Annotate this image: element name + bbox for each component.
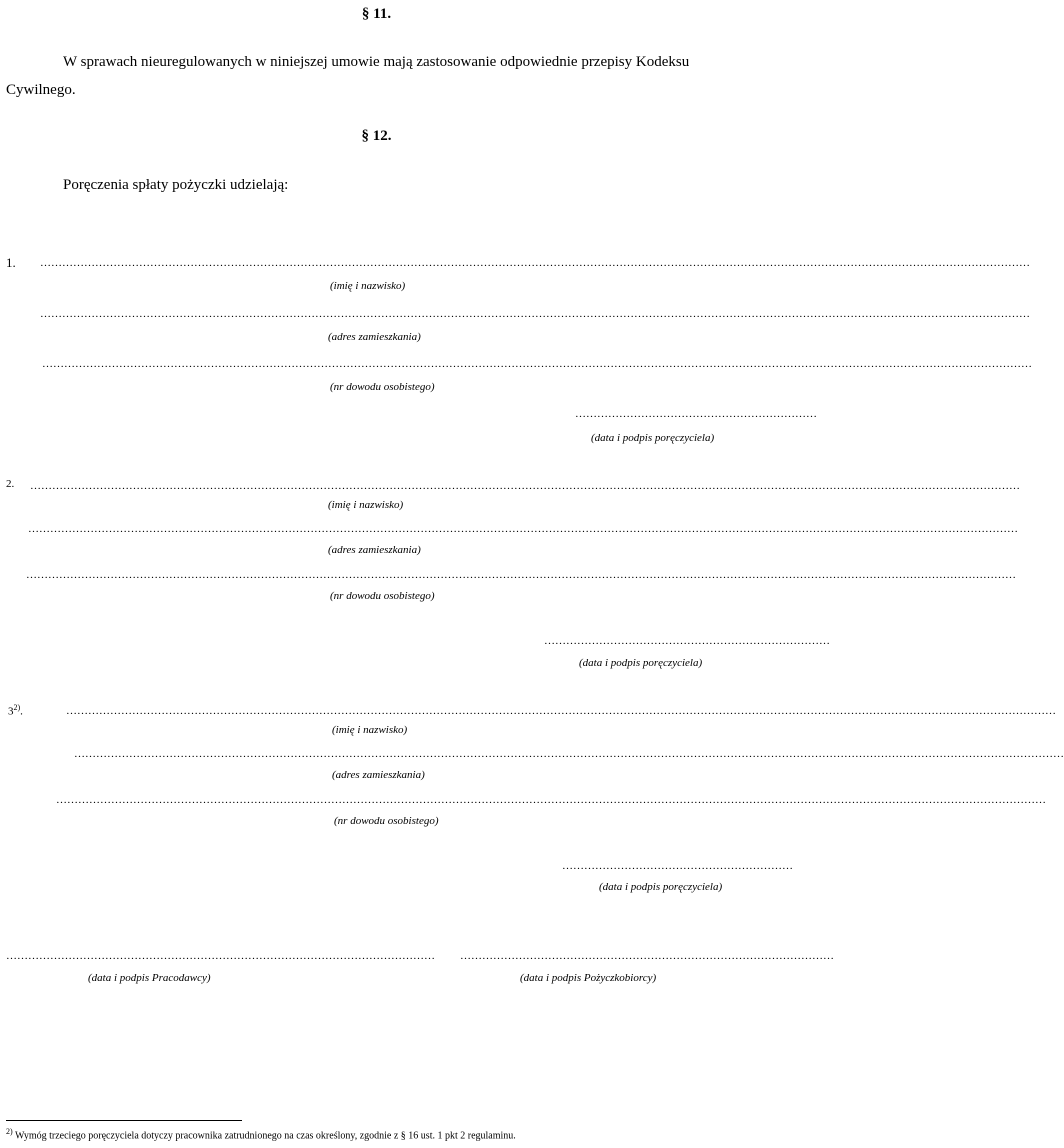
footnote-separator xyxy=(6,1120,242,1121)
section-11-text-line2: Cywilnego. xyxy=(6,82,76,98)
guarantor-3-id-line: ……………………………………………………………………………………………………………………………………………………………………………………………………………………………………………… xyxy=(56,794,1046,806)
guarantor-2-name-label: (imię i nazwisko) xyxy=(328,499,404,511)
footnote-text: Wymóg trzeciego poręczyciela dotyczy pracownika zatrudnionego na czas określony, zgodnie z § 16 ust. 1 pkt 2 regulaminu. xyxy=(15,1130,516,1142)
borrower-signature-line: ………………………………………………………………………………………… xyxy=(460,950,834,962)
borrower-signature-label: (data i podpis Pożyczkobiorcy) xyxy=(520,972,657,984)
guarantor-3-address-label: (adres zamieszkania) xyxy=(332,769,425,781)
guarantor-3-number: 3$^{2)}$. xyxy=(8,703,23,718)
guarantor-2-id-line: ……………………………………………………………………………………………………………………………………………………………………………………………………………………………………………… xyxy=(26,569,1016,581)
guarantor-2-signature-line: …………………………………………………………………… xyxy=(544,635,830,647)
guarantor-1-number: 1. xyxy=(6,255,16,270)
employer-signature-label: (data i podpis Pracodawcy) xyxy=(88,972,211,984)
guarantor-3-name-line: ……………………………………………………………………………………………………………………………………………………………………………………………………………………………………………… xyxy=(66,705,1056,717)
guarantor-3-signature-label: (data i podpis poręczyciela) xyxy=(599,881,723,893)
guarantor-2-name-line: ……………………………………………………………………………………………………………………………………………………………………………………………………………………………………………… xyxy=(30,480,1020,492)
guarantor-3-footnote-ref: 2) xyxy=(13,703,21,712)
guarantor-1-id-label: (nr dowodu osobistego) xyxy=(330,381,435,393)
guarantor-1-signature-line: ………………………………………………………… xyxy=(575,408,817,420)
guarantor-3-address-line: ……………………………………………………………………………………………………………………………………………………………………………………………………………………………………………… xyxy=(74,748,1064,760)
guarantor-3-name-label: (imię i nazwisko) xyxy=(332,724,408,736)
guarantor-3-signature-line: ……………………………………………………… xyxy=(562,860,793,872)
guarantor-1-name-label: (imię i nazwisko) xyxy=(330,280,406,292)
guarantor-2-number: 2. xyxy=(6,478,15,490)
guarantor-3-id-label: (nr dowodu osobistego) xyxy=(334,815,439,827)
guarantor-2-id-label: (nr dowodu osobistego) xyxy=(330,590,435,602)
guarantor-1-name-line: ……………………………………………………………………………………………………………………………………………………………………………………………………………………………………………… xyxy=(40,257,1030,269)
guarantor-2-signature-label: (data i podpis poręczyciela) xyxy=(579,657,703,669)
guarantor-1-address-line: ……………………………………………………………………………………………………………………………………………………………………………………………………………………………………………… xyxy=(40,308,1030,320)
section-11-heading: § 11. xyxy=(361,6,392,22)
footnote-marker: 2) xyxy=(6,1127,13,1136)
guarantor-1-address-label: (adres zamieszkania) xyxy=(328,331,421,343)
footnote xyxy=(6,1127,516,1141)
guarantor-2-address-label: (adres zamieszkania) xyxy=(328,544,421,556)
guarantor-1-signature-label: (data i podpis poręczyciela) xyxy=(591,432,715,444)
section-11-text-line1: W sprawach nieuregulowanych w niniejszej umowie mają zastosowanie odpowiednie przepisy Kodeksu xyxy=(63,54,690,70)
employer-signature-line: ……………………………………………………………………………………………………… xyxy=(6,950,435,962)
guarantor-2-address-line: ……………………………………………………………………………………………………………………………………………………………………………………………………………………………………………… xyxy=(28,523,1018,535)
section-12-intro: Poręczenia spłaty pożyczki udzielają: xyxy=(63,177,289,193)
guarantor-1-id-line: ……………………………………………………………………………………………………………………………………………………………………………………………………………………………………………… xyxy=(42,358,1032,370)
section-12-heading: § 12. xyxy=(361,128,392,144)
